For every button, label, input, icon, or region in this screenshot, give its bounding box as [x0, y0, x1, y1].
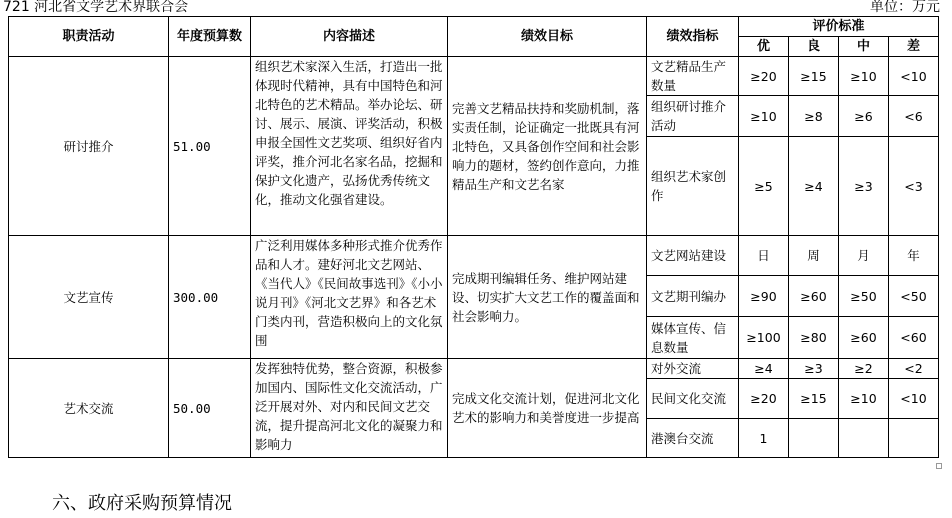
grade-value: 日 — [739, 236, 789, 276]
grade-value: ≥3 — [839, 137, 889, 236]
grade-value: <3 — [889, 137, 939, 236]
description-cell: 广泛利用媒体多种形式推介优秀作品和人才。建好河北文艺网站、《当代人》《民间故事选刊》《小小说月刊》《河北文艺界》和各艺术门类内刊，营造积极向上的文化氛围 — [251, 236, 448, 359]
grade-excellent: 优 — [739, 37, 789, 57]
goal-cell: 完善文艺精品扶持和奖励机制，落实责任制，论证确定一批既具有河北特色，又具备创作空间和社会影响力的题材，签约创作意向，力推精品生产和文艺名家 — [448, 57, 647, 236]
indicator-cell: 对外交流 — [647, 359, 739, 379]
grade-value: ≥90 — [739, 276, 789, 317]
grade-value: ≥60 — [839, 317, 889, 359]
grade-value: ≥50 — [839, 276, 889, 317]
grade-value: 年 — [889, 236, 939, 276]
grade-value: ≥20 — [739, 57, 789, 96]
grade-value: ≥15 — [789, 379, 839, 419]
document-title: 721 河北省文学艺术界联合会 — [3, 0, 189, 15]
budget-cell: 50.00 — [169, 359, 251, 458]
indicator-cell: 文艺网站建设 — [647, 236, 739, 276]
activity-cell: 艺术交流 — [9, 359, 169, 458]
grade-value: ≥3 — [789, 359, 839, 379]
unit-label: 单位：万元 — [870, 0, 940, 15]
header-goal: 绩效目标 — [448, 17, 647, 57]
grade-value — [889, 419, 939, 458]
grade-poor: 差 — [889, 37, 939, 57]
goal-cell: 完成文化交流计划，促进河北文化艺术的影响力和美誉度进一步提高 — [448, 359, 647, 458]
grade-value: 月 — [839, 236, 889, 276]
table-row — [9, 57, 939, 96]
grade-value: ≥6 — [839, 96, 889, 137]
performance-table — [8, 16, 939, 458]
budget-cell: 51.00 — [169, 57, 251, 236]
grade-value: <2 — [889, 359, 939, 379]
table-row — [9, 236, 939, 276]
indicator-cell: 民间文化交流 — [647, 379, 739, 419]
grade-value: 1 — [739, 419, 789, 458]
indicator-cell: 组织艺术家创作 — [647, 137, 739, 236]
activity-cell: 研讨推介 — [9, 57, 169, 236]
grade-value: ≥20 — [739, 379, 789, 419]
grade-value: ≥100 — [739, 317, 789, 359]
table-row — [9, 359, 939, 379]
grade-value: ≥15 — [789, 57, 839, 96]
goal-cell: 完成期刊编辑任务、维护网站建设、切实扩大文艺工作的覆盖面和社会影响力。 — [448, 236, 647, 359]
grade-good: 良 — [789, 37, 839, 57]
header-description: 内容描述 — [251, 17, 448, 57]
activity-cell: 文艺宣传 — [9, 236, 169, 359]
grade-value: ≥10 — [739, 96, 789, 137]
grade-value: ≥10 — [839, 379, 889, 419]
header-activity: 职责活动 — [9, 17, 169, 57]
indicator-cell: 组织研讨推介活动 — [647, 96, 739, 137]
indicator-cell: 港澳台交流 — [647, 419, 739, 458]
grade-value: ≥80 — [789, 317, 839, 359]
grade-value: ≥4 — [739, 359, 789, 379]
grade-value: <60 — [889, 317, 939, 359]
grade-value: ≥5 — [739, 137, 789, 236]
grade-value — [789, 419, 839, 458]
grade-value: ≥2 — [839, 359, 889, 379]
grade-value: <10 — [889, 379, 939, 419]
grade-value: ≥10 — [839, 57, 889, 96]
indicator-cell: 文艺期刊编办 — [647, 276, 739, 317]
grade-value: ≥8 — [789, 96, 839, 137]
section-heading: 六、政府采购预算情况 — [52, 493, 232, 514]
grade-value: <10 — [889, 57, 939, 96]
grade-value: <6 — [889, 96, 939, 137]
table-corner-marker — [936, 463, 942, 469]
indicator-cell: 媒体宣传、信息数量 — [647, 317, 739, 359]
grade-value: ≥60 — [789, 276, 839, 317]
grade-value: 周 — [789, 236, 839, 276]
description-cell: 组织艺术家深入生活，打造出一批体现时代精神，具有中国特色和河北特色的艺术精品。举办论坛、研讨、展示、展演、评奖活动，积极申报全国性文艺奖项、组织好省内评奖，推介河北名家名品，挖掘和保护文化遗产，弘扬优秀传统文化，推动文化强省建设。 — [251, 57, 448, 236]
grade-value — [839, 419, 889, 458]
indicator-cell: 文艺精品生产数量 — [647, 57, 739, 96]
header-budget: 年度预算数 — [169, 17, 251, 57]
budget-cell: 300.00 — [169, 236, 251, 359]
grade-value: <50 — [889, 276, 939, 317]
header-eval-standard: 评价标准 — [739, 17, 939, 37]
grade-value: ≥4 — [789, 137, 839, 236]
grade-medium: 中 — [839, 37, 889, 57]
header-indicator: 绩效指标 — [647, 17, 739, 57]
description-cell: 发挥独特优势，整合资源，积极参加国内、国际性文化交流活动，广泛开展对外、对内和民间文艺交流，提升提高河北文化的凝聚力和影响力 — [251, 359, 448, 458]
